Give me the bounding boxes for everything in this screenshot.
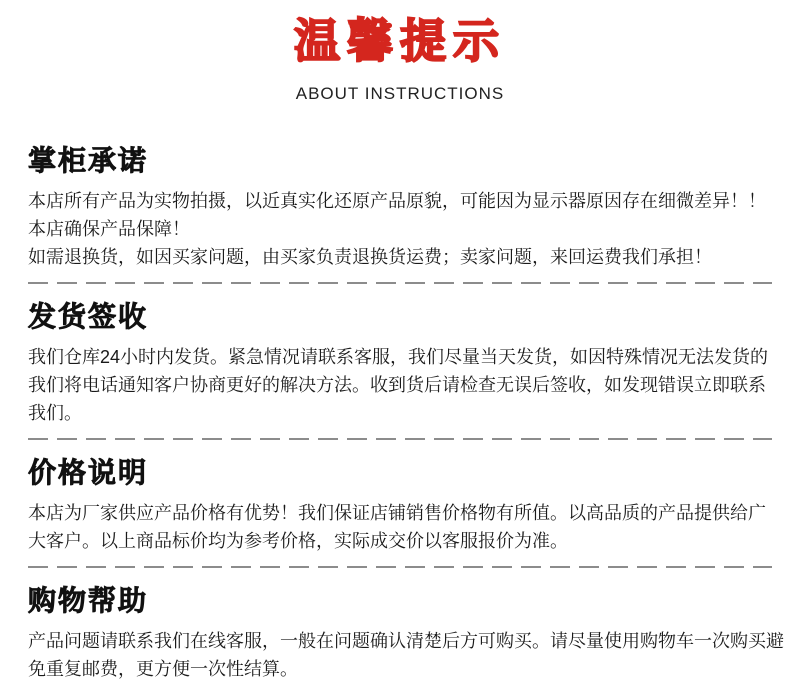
section-body: [28, 627, 784, 683]
page-header: [28, 12, 772, 104]
dashed-divider: [28, 566, 772, 568]
page-subtitle: ABOUT INSTRUCTIONS: [295, 84, 505, 103]
section-heading: 购物帮助: [28, 585, 149, 616]
dashed-divider: [28, 282, 772, 284]
body-line: 本店所有产品为实物拍摄，以近真实化还原产品原貌，可能因为显示器原因存在细微差异！！: [28, 191, 766, 211]
dashed-divider: [28, 438, 772, 440]
body-line: 大客户。以上商品标价均为参考价格，实际成交价以客服报价为准。: [28, 531, 568, 551]
body-line: 产品问题请联系我们在线客服，一般在问题确认清楚后方可购买。请尽量使用购物车一次购买避: [28, 631, 784, 651]
section-body: [28, 499, 772, 555]
section-shopkeeper-promise: [28, 144, 772, 271]
body-line: 本店为厂家供应产品价格有优势！我们保证店铺销售价格物有所值。以高品质的产品提供给广: [28, 503, 766, 523]
section-price-explanation: [28, 456, 772, 555]
section-heading: 发货签收: [28, 301, 149, 332]
body-line: 我们将电话通知客户协商更好的解决方法。收到货后请检查无误后签收，如发现错误立即联系: [28, 375, 766, 395]
body-line: 如需退换货，如因买家问题，由买家负责退换货运费；卖家问题，来回运费我们承担！: [28, 247, 712, 267]
section-shopping-help: [28, 584, 784, 683]
page-title: 温馨提示: [294, 15, 506, 67]
section-heading: 掌柜承诺: [28, 145, 149, 176]
section-heading: 价格说明: [28, 457, 149, 488]
body-line: 我们。: [28, 403, 82, 423]
section-body: [28, 187, 772, 271]
section-shipping-receipt: [28, 300, 772, 427]
body-line: 免重复邮费，更方便一次性结算。: [28, 659, 298, 679]
section-body: [28, 343, 772, 427]
body-line: 我们仓库24小时内发货。紧急情况请联系客服，我们尽量当天发货，如因特殊情况无法发货的: [28, 347, 769, 367]
body-line: 本店确保产品保障！: [28, 219, 190, 239]
